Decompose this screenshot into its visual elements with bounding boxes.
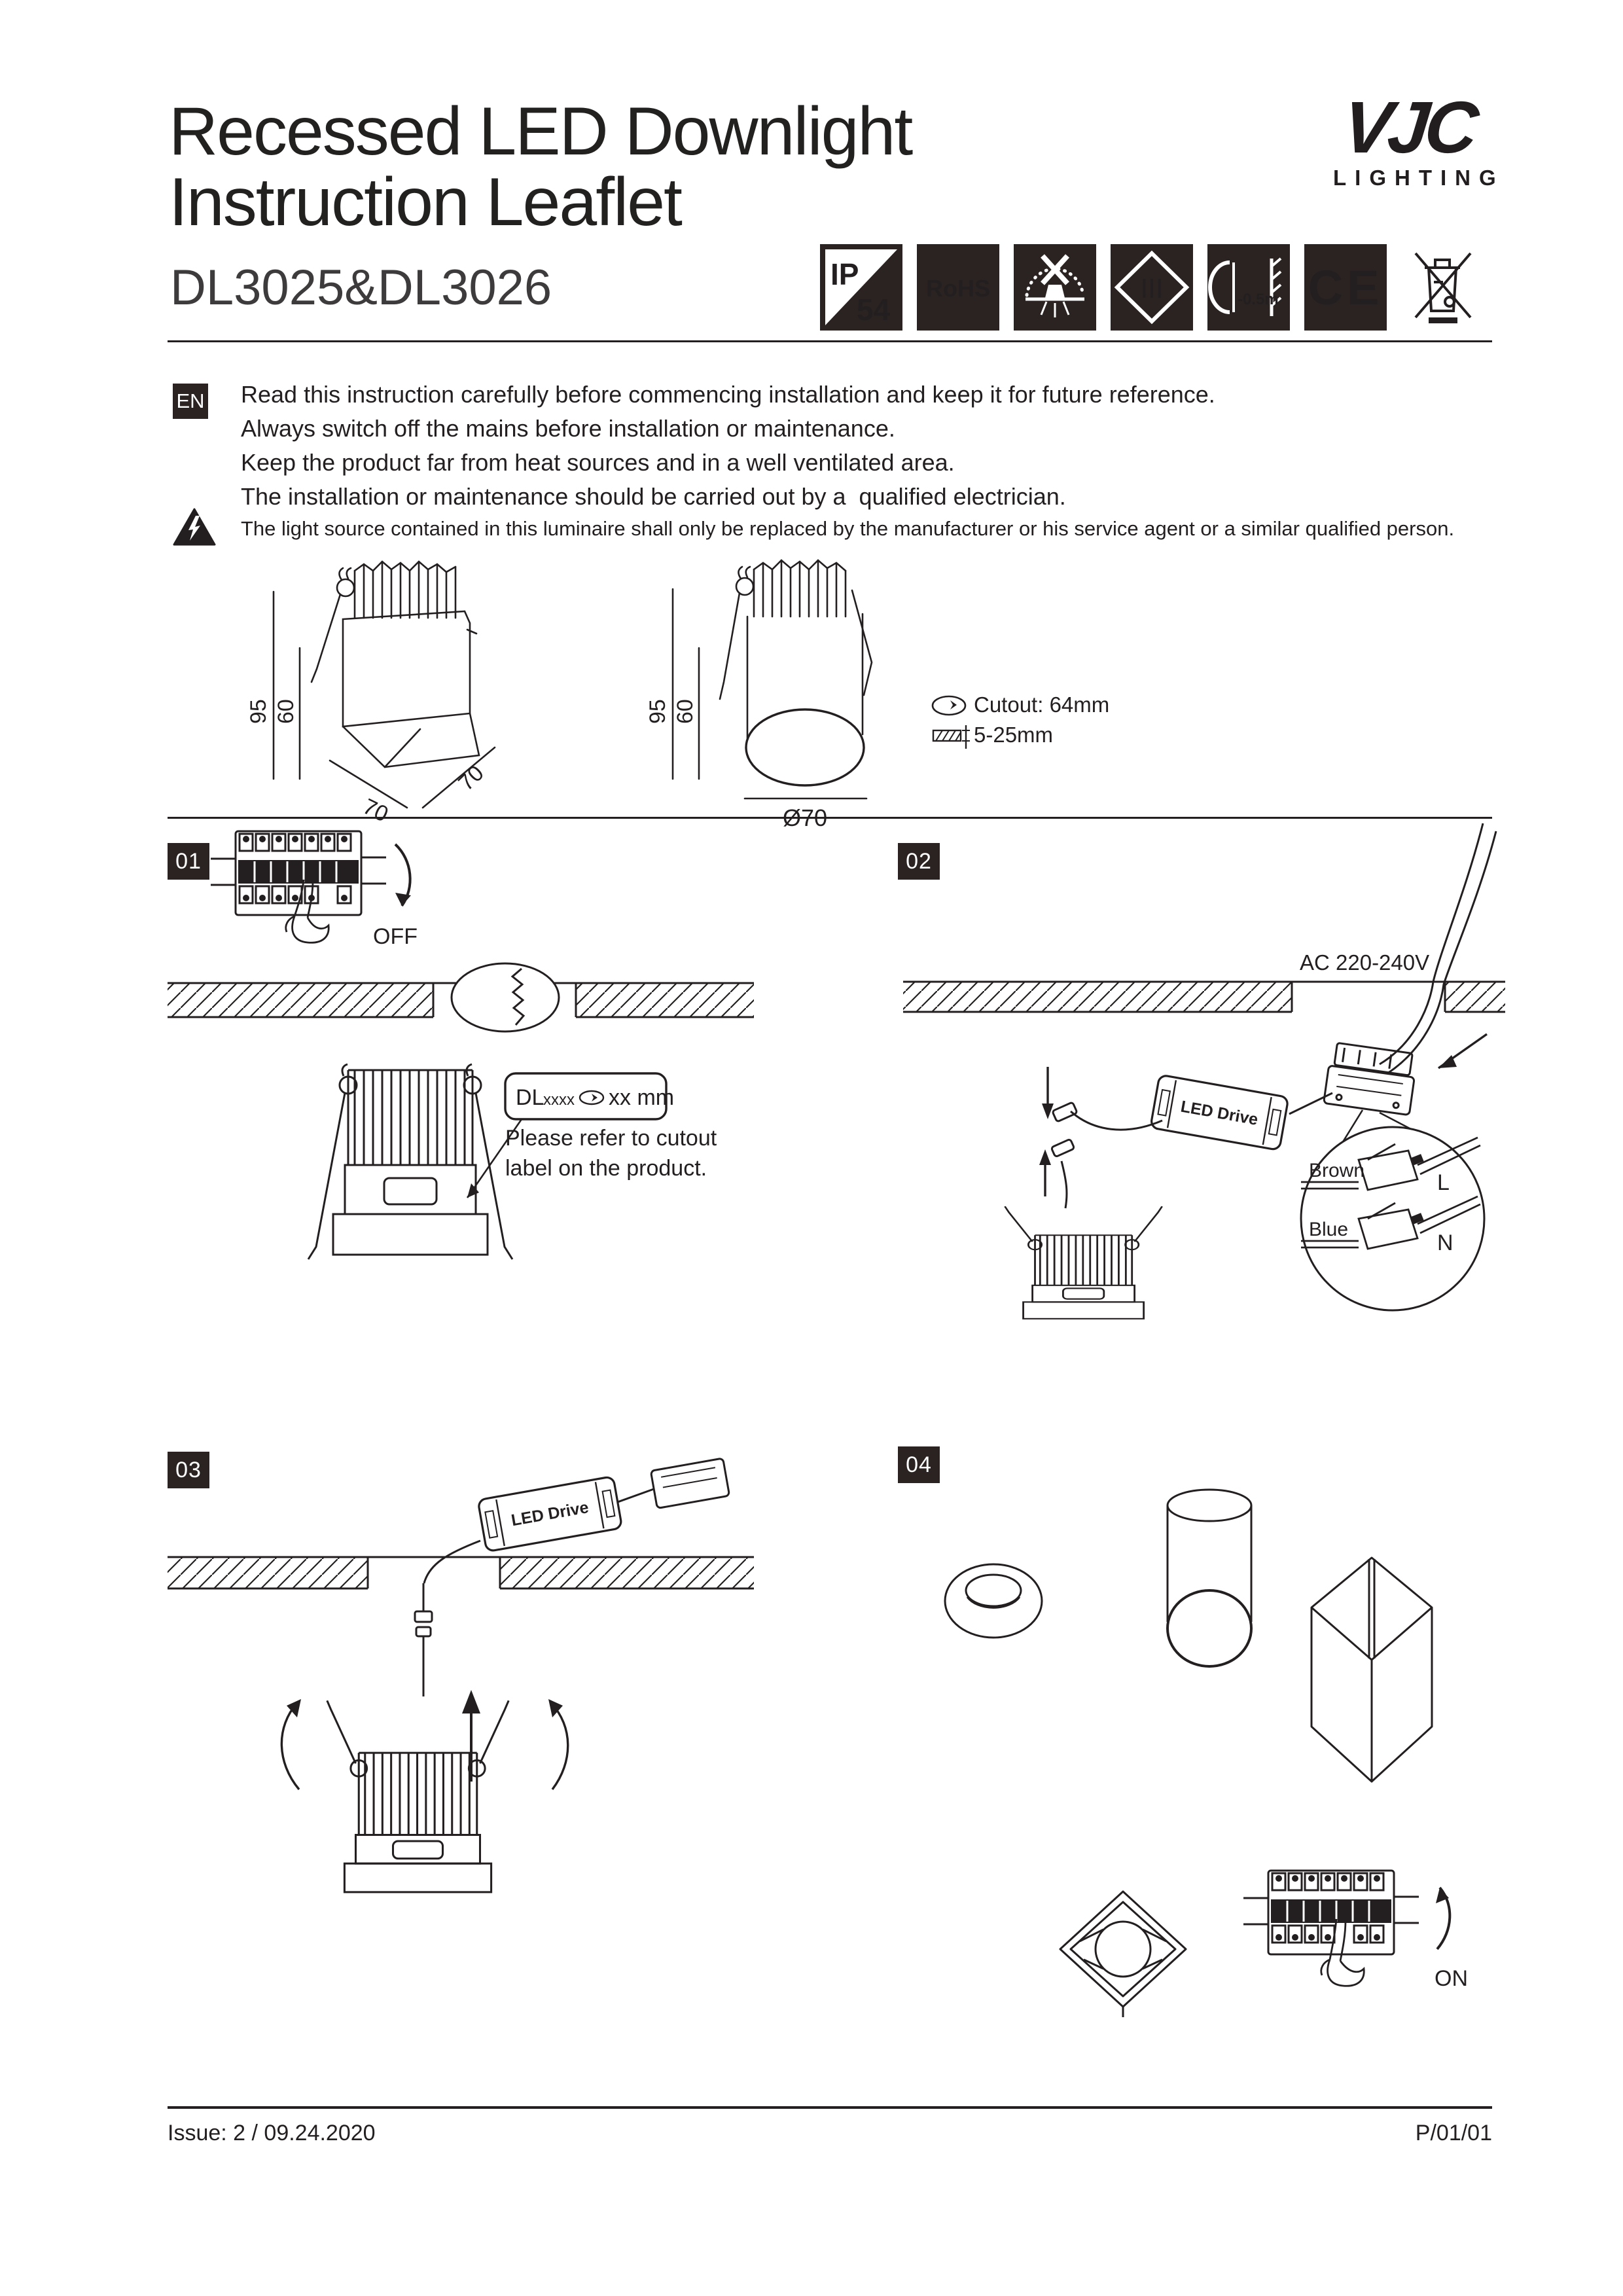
switch-off-label: OFF [373, 924, 418, 949]
driver-output-wire [415, 1541, 480, 1696]
ip-label: IP [830, 257, 859, 291]
warning-text: The light source contained in this luminaire shall only be replaced by the manufacturer or his service agent or a similar qualified person. [241, 517, 1455, 540]
ip54-icon [820, 244, 902, 331]
wiring-detail-magnifier [1301, 1110, 1484, 1310]
instruction-line: Read this instruction carefully before commencing installation and keep it for future reference. [241, 381, 1215, 408]
ceiling-cross-section [903, 982, 1505, 1012]
brand-logo: VJC [1338, 86, 1479, 168]
live-wire-label: Brown [1309, 1160, 1365, 1181]
mini-saw-icon [580, 1091, 603, 1104]
footer-page-number: P/01/01 [1415, 2121, 1492, 2145]
led-driver-drawing [478, 1457, 732, 1552]
round-fixture-drawing [645, 551, 931, 833]
downlight-drawing [327, 1700, 508, 1892]
round-trim-ring-drawing [941, 1559, 1046, 1644]
led-driver-drawing [1150, 1075, 1289, 1150]
rohs-icon [917, 244, 999, 331]
step-2-number-badge: 02 [898, 843, 940, 880]
cube-trim-drawing [1309, 1555, 1435, 1785]
terminal-box-drawing [1324, 1042, 1418, 1115]
plug-down-arrow [1042, 1067, 1054, 1119]
footer-divider [168, 2106, 1492, 2109]
class-iii-badge [1111, 244, 1193, 331]
instruction-line: Keep the product far from heat sources and in a well ventilated area. [241, 449, 955, 476]
no-insulation-cover-badge [1014, 244, 1096, 331]
square-fixture-drawing [246, 551, 531, 833]
mains-voltage-label: AC 220-240V [1300, 950, 1430, 975]
neutral-terminal-label: N [1437, 1230, 1454, 1255]
switch-on-label: ON [1435, 1966, 1468, 1991]
class-iii-icon [1111, 244, 1193, 331]
no-insulation-cover-icon [1014, 244, 1096, 331]
ce-label: CE [1308, 260, 1383, 315]
ceiling-thickness-icon [932, 724, 974, 750]
hole-saw-icon [931, 692, 970, 719]
step-1-number-badge: 01 [168, 843, 209, 880]
min-distance-icon [1207, 244, 1290, 331]
downlight-drawing [308, 1064, 512, 1259]
driver-label: LED Drive [1179, 1097, 1260, 1129]
square-depth-label: 70 [454, 761, 489, 796]
mains-cable [1380, 823, 1496, 1073]
driver-label: LED Drive [510, 1498, 590, 1530]
square-width-label: 70 [359, 794, 393, 827]
instruction-line: The installation or maintenance should be carried out by a qualified electrician. [241, 483, 1066, 510]
label-prefix: DL [516, 1085, 544, 1110]
circuit-breaker-drawing [211, 831, 386, 942]
page-title-line2: Instruction Leaflet [169, 164, 681, 240]
electrical-warning-icon [173, 508, 216, 547]
min-distance-badge [1207, 244, 1290, 331]
live-terminal-label: L [1437, 1170, 1450, 1195]
ip54-badge [820, 244, 902, 331]
ceiling-cross-section [168, 1557, 754, 1588]
weee-badge [1401, 244, 1484, 331]
step-4-number-badge: 04 [898, 1446, 940, 1483]
step-2-diagram [890, 818, 1590, 1348]
page-title-line1: Recessed LED Downlight [169, 94, 912, 170]
pointing-hand-icon [1321, 1919, 1364, 1986]
step-4-switch-on-diagram [1243, 1857, 1486, 2001]
ip-value: 54 [857, 293, 891, 327]
round-diameter-label: Ø70 [782, 804, 828, 831]
neutral-wire-label: Blue [1309, 1219, 1349, 1240]
step-3-number-badge: 03 [168, 1452, 209, 1488]
min-distance-label: -0.5m [1238, 291, 1279, 308]
brand-tagline: LIGHTING [1333, 166, 1505, 190]
square-total-height-label: 95 [246, 699, 271, 724]
model-number: DL3025&DL3026 [170, 260, 552, 315]
step-3-diagram [165, 1449, 819, 1933]
round-body-height-label: 60 [673, 699, 698, 724]
language-badge: EN [173, 384, 208, 419]
circuit-breaker-drawing [1243, 1871, 1419, 1986]
square-body-height-label: 60 [274, 699, 298, 724]
switch-down-arrow [395, 844, 411, 906]
weee-bin-icon [1401, 244, 1484, 331]
connect-arrow [1438, 1034, 1487, 1068]
hole-saw-cut-icon [452, 963, 559, 1031]
plug-up-arrow [1039, 1149, 1051, 1196]
rohs-badge [917, 244, 999, 331]
pointing-hand-icon [286, 880, 329, 942]
ce-badge [1304, 244, 1387, 331]
round-total-height-label: 95 [645, 699, 670, 724]
label-suffix: xx mm [609, 1085, 675, 1110]
ceiling-thickness-note: 5-25mm [974, 723, 1054, 747]
clip-fold-arrow-right [548, 1699, 568, 1789]
clip-fold-arrow-left [281, 1699, 301, 1789]
cutout-note-line2: label on the product. [505, 1156, 707, 1181]
square-trim-drawing [1058, 1889, 1188, 2020]
cylinder-trim-drawing [1164, 1486, 1255, 1676]
label-code: xxxx [543, 1091, 575, 1109]
footer-issue: Issue: 2 / 09.24.2020 [168, 2121, 376, 2145]
step-1-diagram [165, 819, 832, 1291]
switch-up-arrow [1436, 1888, 1450, 1949]
cutout-note-line1: Please refer to cutout [505, 1126, 717, 1151]
ceiling-cross-section [168, 963, 754, 1031]
instruction-line: Always switch off the mains before installation or maintenance. [241, 415, 895, 442]
certification-badges [820, 244, 1484, 331]
rohs-label: RoHS [926, 275, 990, 302]
driver-output-wire [1051, 1102, 1162, 1208]
downlight-drawing [1005, 1206, 1162, 1319]
class-iii-label: III [1140, 273, 1164, 304]
cutout-note: Cutout: 64mm [974, 692, 1110, 717]
header-divider [168, 340, 1492, 342]
ce-icon [1304, 244, 1387, 331]
